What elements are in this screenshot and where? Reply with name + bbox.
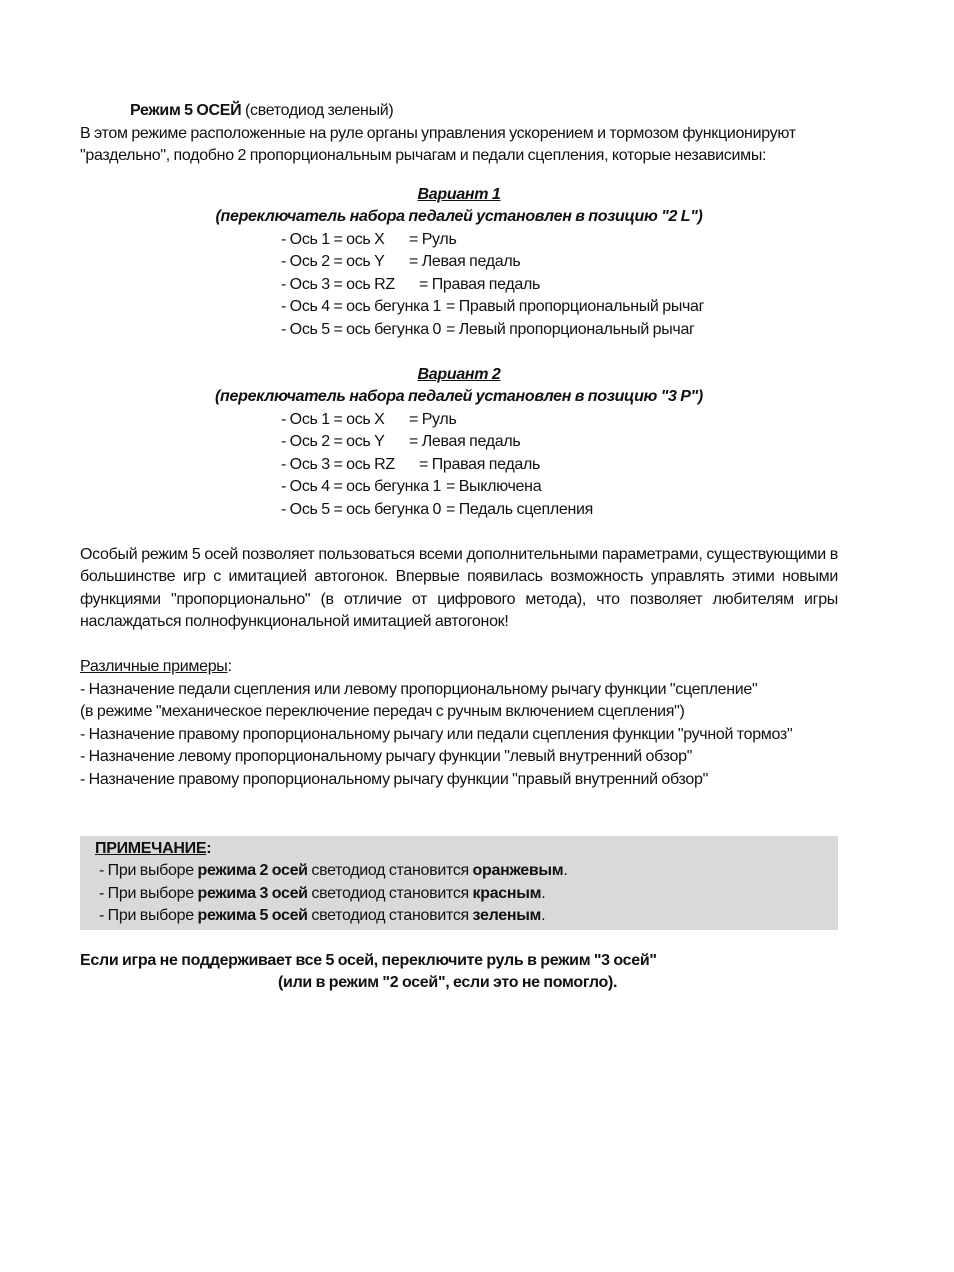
variant-1-axis-3: - Ось 3 = ось RZ = Правая педаль [281, 275, 541, 293]
variant-2-axis-4: - Ось 4 = ось бегунка 1 = Выключена [281, 478, 542, 495]
mode-title [80, 100, 838, 123]
variant-1-axis-4: - Ось 4 = ось бегунка 1 = Правый пропорциональный рычаг [281, 298, 705, 315]
variant-1-subtitle: (переключатель набора педалей установлен в позицию "2 L") [215, 208, 703, 225]
mode-intro-line-2: "раздельно", подобно 2 пропорциональным рычагам и педали сцепления, которые независимы: [80, 147, 767, 164]
note-item-1: - При выборе режима 2 осей светодиод становится оранжевым. [99, 862, 568, 879]
examples-heading: Различные примеры: [80, 658, 232, 675]
variant-2-subtitle: (переключатель набора педалей установлен в позицию "3 P") [215, 388, 703, 405]
note-title: ПРИМЕЧАНИЕ: [95, 839, 212, 857]
variant-2-axis-2: - Ось 2 = ось Y = Левая педаль [281, 433, 521, 450]
final-note-line-2: (или в режим "2 осей", если это не помогло). [278, 974, 618, 991]
note-box [80, 836, 838, 930]
variant-2-axis-1: - Ось 1 = ось X = Руль [281, 410, 457, 428]
document-page [80, 100, 838, 995]
example-item-3: - Назначение правому пропорциональному рычагу или педали сцепления функции "ручной тормоз" [80, 725, 793, 743]
note-item-2: - При выборе режима 3 осей светодиод становится красным. [99, 884, 546, 902]
mode-title-bold: Режим 5 ОСЕЙ [130, 102, 242, 119]
variant-2-axis-3: - Ось 3 = ось RZ = Правая педаль [281, 455, 541, 473]
variant-1-axis-5: - Ось 5 = ось бегунка 0 = Левый пропорциональный рычаг [281, 320, 695, 338]
example-item-4: - Назначение левому пропорциональному рычагу функции "левый внутренний обзор" [80, 748, 693, 765]
note-item-3: - При выборе режима 5 осей светодиод становится зеленым. [99, 907, 546, 924]
example-item-1: - Назначение педали сцепления или левому пропорциональному рычагу функции "сцепление" [80, 680, 758, 698]
mode-intro-line-1: В этом режиме расположенные на руле органы управления ускорением и тормозом функционируют [80, 124, 796, 142]
example-item-5: - Назначение правому пропорциональному рычагу функции "правый внутренний обзор" [80, 770, 708, 788]
variant-2-axis-5: - Ось 5 = ось бегунка 0 = Педаль сцепления [281, 500, 594, 518]
variant-1-title: Вариант 1 [417, 185, 501, 203]
mode-title-rest: (светодиод зеленый) [241, 102, 394, 119]
variant-1-axis-1: - Ось 1 = ось X = Руль [281, 230, 457, 248]
example-item-2: (в режиме "механическое переключение передач с ручным включением сцепления") [80, 703, 685, 720]
variant-2-title: Вариант 2 [417, 365, 501, 383]
special-mode-paragraph: Особый режим 5 осей позволяет пользоваться всеми дополнительными параметрами, существующими в большинстве игр с имитацией автогонок. Впервые появилась возможность управлять этими новыми функциями "пропорционально" (в отличие от цифрового метода), что позволяет любителям игры наслаждаться полнофункциональной имитацией автогонок! [80, 545, 838, 630]
variant-1-axis-2: - Ось 2 = ось Y = Левая педаль [281, 253, 521, 270]
final-note-line-1: Если игра не поддерживает все 5 осей, переключите руль в режим "3 осей" [80, 951, 657, 969]
